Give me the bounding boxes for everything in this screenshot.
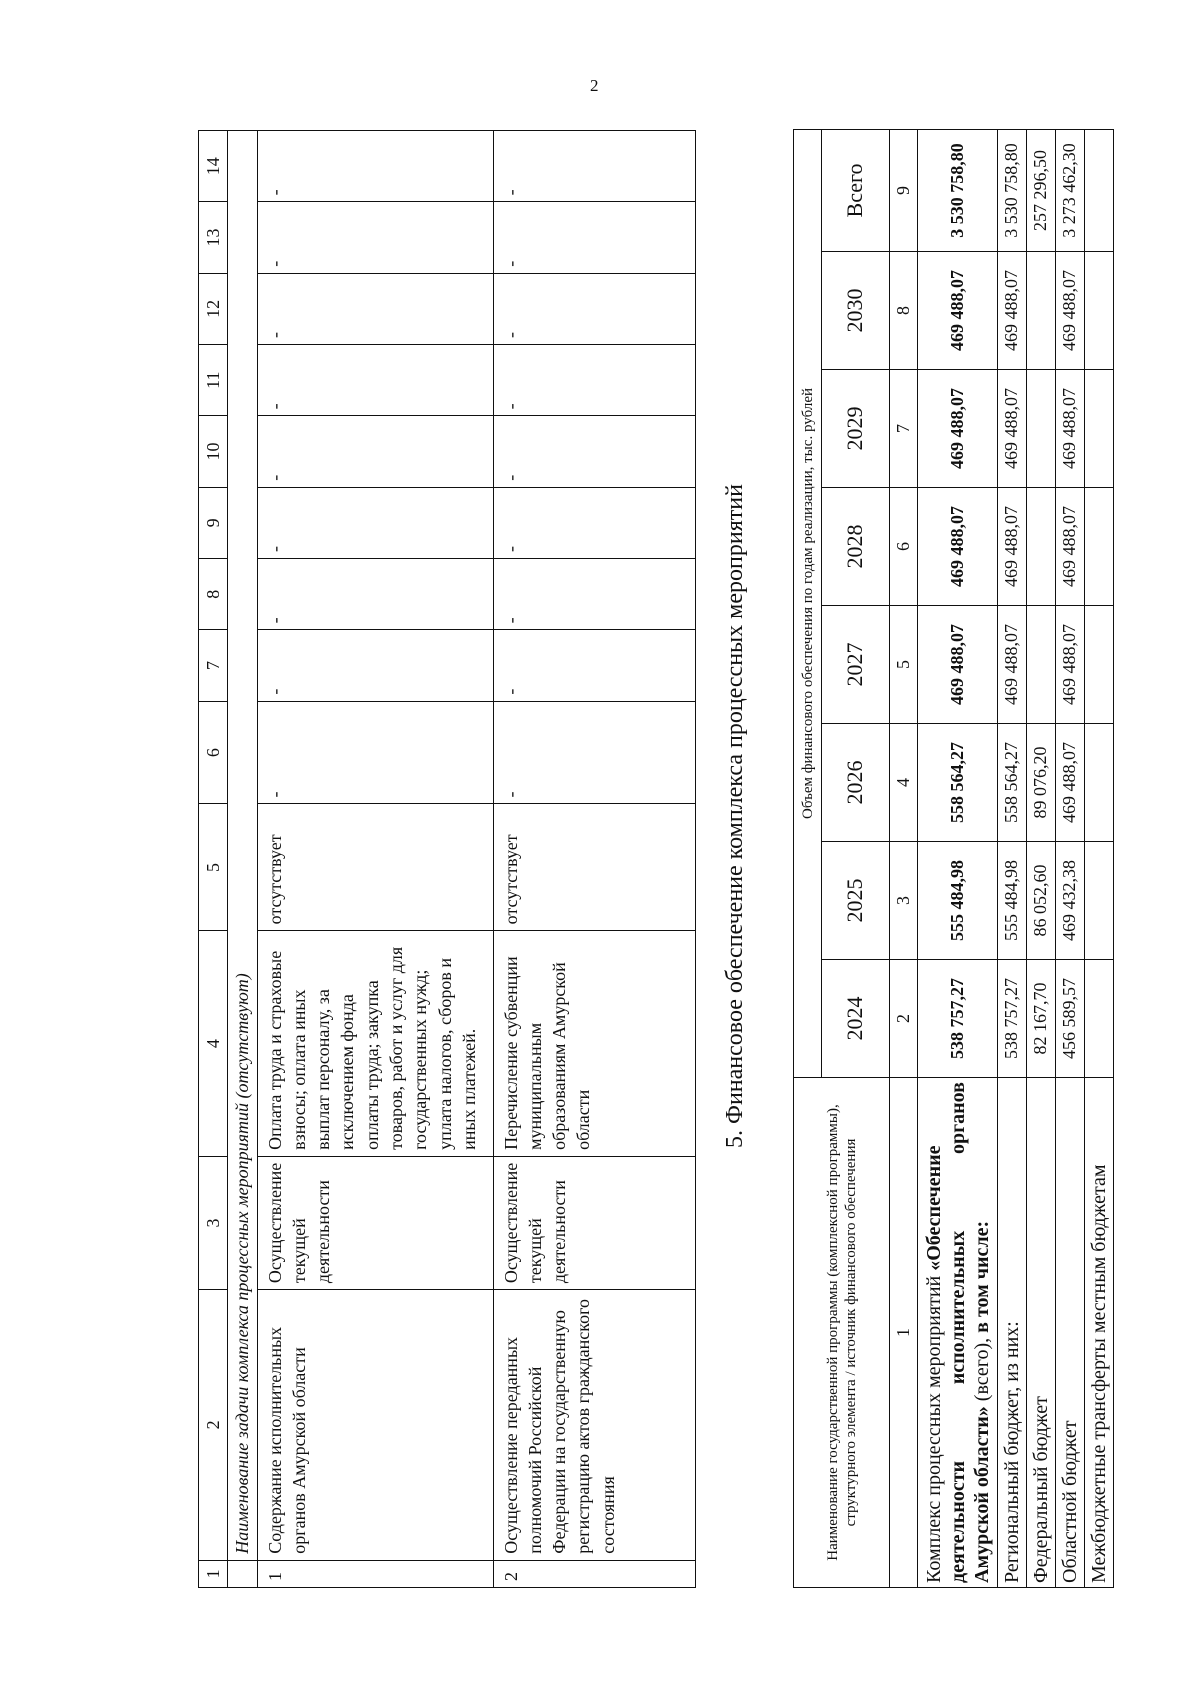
cell: - [493, 345, 695, 416]
value-cell: 3 273 462,30 [1056, 129, 1085, 251]
cell: - [257, 273, 493, 344]
col-number: 8 [890, 252, 918, 370]
table-row [1027, 129, 1056, 1587]
value-cell: 555 484,98 [918, 842, 998, 960]
section-title: Наименование задачи комплекса процессных мероприятий (отсутствуют) [228, 131, 257, 1561]
year-header: 2028 [822, 488, 890, 606]
table-row [1056, 129, 1085, 1587]
col-number: 14 [199, 131, 228, 202]
value-cell: 469 488,07 [1056, 252, 1085, 370]
value-cell: 257 296,50 [1027, 129, 1056, 251]
cell: - [493, 131, 695, 202]
col-number: 2 [199, 1290, 228, 1561]
volume-header: Объем финансового обеспечения по годам реализации, тыс. рублей [794, 129, 822, 1077]
col-number: 5 [199, 804, 228, 931]
activity-name: Содержание исполнительных органов Амурской области [257, 1290, 493, 1561]
cell: отсутствует [257, 804, 493, 931]
col-number: 5 [890, 606, 918, 724]
value-cell [1085, 488, 1114, 606]
process-activities-table [198, 130, 696, 1588]
value-cell [1027, 606, 1056, 724]
value-cell: 3 530 758,80 [918, 129, 998, 251]
value-cell: 469 488,07 [1056, 606, 1085, 724]
cell: - [257, 487, 493, 558]
table-row [257, 131, 493, 1588]
value-cell: 3 530 758,80 [998, 129, 1027, 251]
value-cell: 469 488,07 [1056, 724, 1085, 842]
value-cell: 469 488,07 [918, 252, 998, 370]
value-cell: 538 757,27 [998, 960, 1027, 1078]
value-cell: 469 488,07 [918, 488, 998, 606]
row-label: Федеральный бюджет [1027, 1078, 1056, 1588]
value-cell: 469 488,07 [998, 370, 1027, 488]
value-cell: 555 484,98 [998, 842, 1027, 960]
section-heading: 5. Финансовое обеспечение комплекса процессных мероприятий [722, 484, 748, 1148]
section-row [228, 131, 257, 1588]
cell: - [257, 559, 493, 630]
cell: - [493, 416, 695, 487]
activity-type: Осуществление текущей деятельности [493, 1156, 695, 1289]
col-number: 6 [890, 488, 918, 606]
cell: - [257, 131, 493, 202]
value-cell: 558 564,27 [998, 724, 1027, 842]
name-column-header: Наименование государственной программы (комплексной программы), структурного элемента / источник финансового обеспечения [794, 1078, 890, 1588]
cell: - [493, 701, 695, 804]
cell: - [493, 273, 695, 344]
cell: - [257, 416, 493, 487]
col-number: 6 [199, 701, 228, 804]
value-cell: 89 076,20 [1027, 724, 1056, 842]
value-cell: 469 488,07 [1056, 488, 1085, 606]
col-number: 1 [890, 1078, 918, 1588]
cell: - [257, 630, 493, 701]
value-cell: 538 757,27 [918, 960, 998, 1078]
total-header: Всего [822, 129, 890, 251]
value-cell [1085, 252, 1114, 370]
table-row [1085, 129, 1114, 1587]
value-cell [1027, 370, 1056, 488]
value-cell [1027, 488, 1056, 606]
row-label: Областной бюджет [1056, 1078, 1085, 1588]
value-cell [1085, 606, 1114, 724]
cell: - [257, 701, 493, 804]
cell: - [257, 345, 493, 416]
value-cell: 469 488,07 [998, 252, 1027, 370]
value-cell [1085, 370, 1114, 488]
value-cell: 558 564,27 [918, 724, 998, 842]
col-number: 4 [199, 931, 228, 1157]
activity-description: Перечисление субвенции муниципальным образованиям Амурской области [493, 931, 695, 1157]
financing-table [793, 130, 1110, 1588]
activity-type: Осуществление текущей деятельности [257, 1156, 493, 1289]
activity-name: Осуществление переданных полномочий Российской Федерации на государственную регистрацию актов гражданского состояния [493, 1290, 695, 1561]
cell: - [257, 202, 493, 273]
cell: - [493, 559, 695, 630]
row-label: Региональный бюджет, из них: [998, 1078, 1027, 1588]
table-row [998, 129, 1027, 1587]
col-number: 13 [199, 202, 228, 273]
year-header: 2029 [822, 370, 890, 488]
value-cell: 82 167,70 [1027, 960, 1056, 1078]
col-number: 10 [199, 416, 228, 487]
value-cell: 469 488,07 [998, 606, 1027, 724]
column-number-row [890, 129, 918, 1587]
year-header: 2025 [822, 842, 890, 960]
value-cell: 469 488,07 [998, 488, 1027, 606]
value-cell: 469 488,07 [918, 606, 998, 724]
year-header: 2026 [822, 724, 890, 842]
year-header: 2030 [822, 252, 890, 370]
col-number: 9 [890, 129, 918, 251]
value-cell: 456 589,57 [1056, 960, 1085, 1078]
col-number: 4 [890, 724, 918, 842]
cell: - [493, 202, 695, 273]
col-number: 2 [890, 960, 918, 1078]
col-number: 3 [890, 842, 918, 960]
row-number: 1 [257, 1560, 493, 1587]
col-number: 9 [199, 487, 228, 558]
col-number: 1 [199, 1560, 228, 1587]
table-row-total [918, 129, 998, 1587]
table-row [493, 131, 695, 1588]
value-cell: 469 432,38 [1056, 842, 1085, 960]
value-cell [1085, 960, 1114, 1078]
page-number: 2 [590, 76, 599, 95]
value-cell: 469 488,07 [1056, 370, 1085, 488]
column-number-row [199, 131, 228, 1588]
col-number: 3 [199, 1156, 228, 1289]
row-label: Комплекс процессных мероприятий «Обеспечение деятельности исполнительных органов Амурской области» (всего), в том числе: [918, 1078, 998, 1588]
activity-description: Оплата труда и страховые взносы; оплата иных выплат персоналу, за исключением фонда оплаты труда; закупка товаров, работ и услуг для государственных нужд; уплата налогов, сборов и иных платежей. [257, 931, 493, 1157]
value-cell [1085, 129, 1114, 251]
col-number: 7 [890, 370, 918, 488]
cell: отсутствует [493, 804, 695, 931]
value-cell [1085, 724, 1114, 842]
value-cell: 86 052,60 [1027, 842, 1056, 960]
value-cell: 469 488,07 [918, 370, 998, 488]
col-number: 8 [199, 559, 228, 630]
cell: - [493, 630, 695, 701]
value-cell [1085, 842, 1114, 960]
cell: - [493, 487, 695, 558]
col-number: 11 [199, 345, 228, 416]
year-header: 2024 [822, 960, 890, 1078]
row-label: Межбюджетные трансферты местным бюджетам [1085, 1078, 1114, 1588]
year-header: 2027 [822, 606, 890, 724]
value-cell [1027, 252, 1056, 370]
col-number: 7 [199, 630, 228, 701]
row-number: 2 [493, 1560, 695, 1587]
col-number: 12 [199, 273, 228, 344]
